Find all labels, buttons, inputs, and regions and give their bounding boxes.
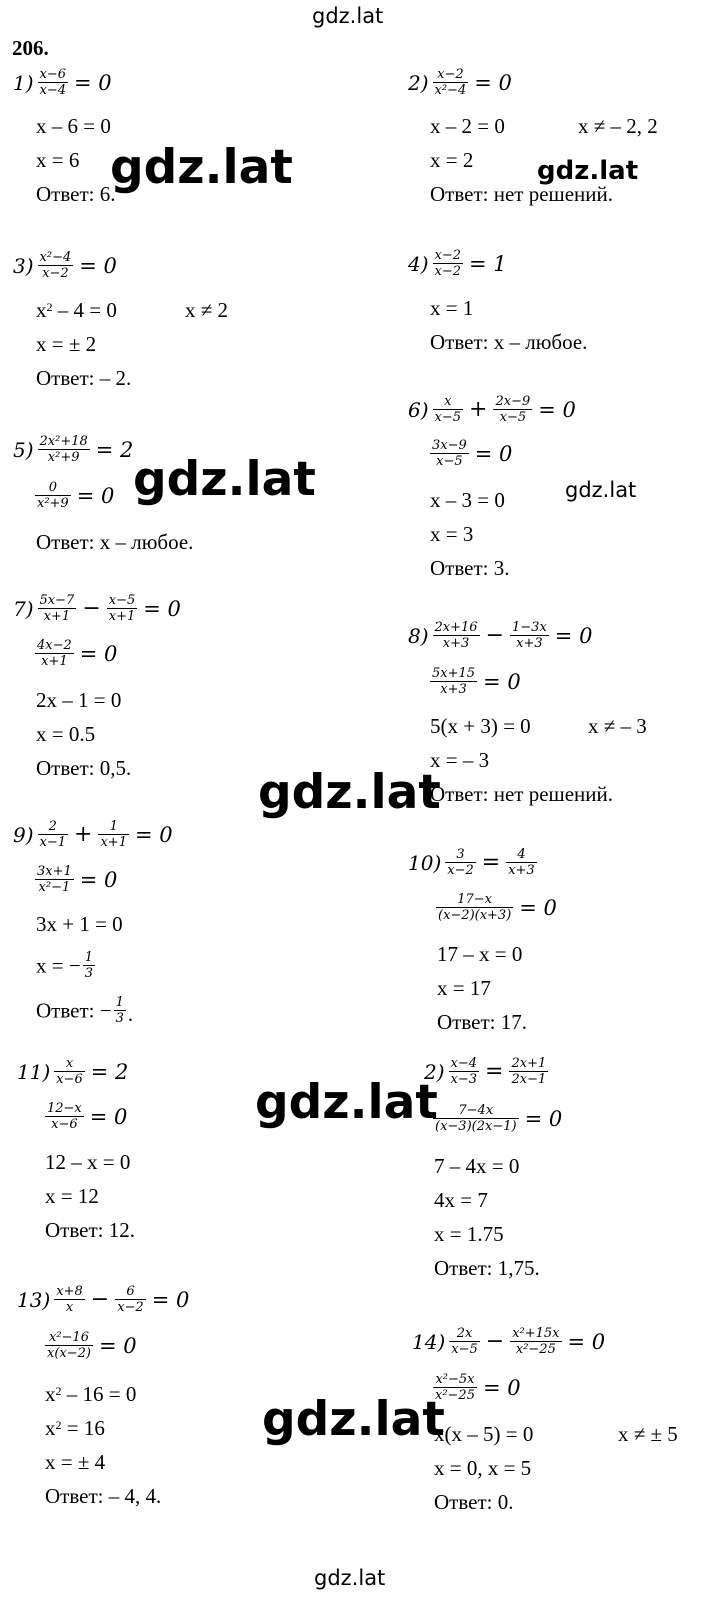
problem-11-answer: Ответ: 12. xyxy=(45,1218,135,1242)
problem-8-step-1: $\frac{5x+15}{x+3}$ = 0 xyxy=(432,666,521,697)
problem-3-condition: x ≠ 2 xyxy=(185,298,229,322)
header-watermark: gdz.lat xyxy=(312,4,384,28)
problem-2-step-1: x – 2 = 0 xyxy=(430,114,505,138)
problem-2-step-2: x = 2 xyxy=(430,148,474,172)
watermark: gdz.lat xyxy=(133,452,316,507)
problem-12-equation: 2) $\frac{x-4}{x-3}$ = $\frac{2x+1}{2x-1}$ xyxy=(424,1056,547,1087)
problem-2-answer: Ответ: нет решений. xyxy=(430,182,613,206)
watermark: gdz.lat xyxy=(255,1075,438,1130)
problem-8-answer: Ответ: нет решений. xyxy=(430,782,613,806)
problem-14-equation: 14) $\frac{2x}{x-5}$ − $\frac{\text{x²+15x}}{\text{x²−25}}$ = 0 xyxy=(412,1326,606,1357)
problem-10-equation: 10) $\frac{3}{x-2}$ = $\frac{4}{x+3}$ xyxy=(408,847,535,878)
problem-1-step-2: x = 6 xyxy=(36,148,80,172)
watermark: gdz.lat xyxy=(262,1392,445,1447)
problem-4-step-1: x = 1 xyxy=(430,296,474,320)
problem-9-step-1: $\frac{3x+1}{\text{x²−1}}$ = 0 xyxy=(37,864,118,895)
watermark: gdz.lat xyxy=(565,478,637,502)
problem-7-step-2: 2x – 1 = 0 xyxy=(36,688,122,712)
problem-14-step-1: $\frac{\text{x²−5x}}{\text{x²−25}}$ = 0 xyxy=(435,1372,521,1403)
problem-7-step-1: $\frac{4x-2}{x+1}$ = 0 xyxy=(37,638,118,669)
problem-13-equation: 13) $\frac{x+8}{x}$ − $\frac{6}{x-2}$ = 0 xyxy=(17,1284,190,1315)
watermark: gdz.lat xyxy=(258,765,441,820)
problem-13-step-1: $\frac{\text{x²−16}}{x(x-2)}$ = 0 xyxy=(47,1330,137,1361)
problem-2-equation: 2) $\frac{x-2}{\text{x²−4}}$ = 0 xyxy=(408,67,512,98)
problem-7-step-3: x = 0.5 xyxy=(36,722,96,746)
problem-11-equation: 11) $\frac{x}{x-6}$ = 2 xyxy=(17,1056,129,1087)
problem-2-condition: x ≠ – 2, 2 xyxy=(578,114,658,138)
problem-4-equation: 4) $\frac{x-2}{x-2}$ = 1 xyxy=(408,248,507,279)
problem-9-answer: Ответ: − $\frac{1}{3}$ . xyxy=(36,995,134,1026)
problem-14-step-2: x(x – 5) = 0 xyxy=(434,1422,534,1446)
problem-6-equation: 6) $\frac{x}{x-5}$ + $\frac{2x-9}{x-5}$ = 0 xyxy=(408,394,576,425)
problem-5-step-1: $\frac{0}{\text{x²+9}}$ = 0 xyxy=(37,480,115,511)
problem-7-equation: 7) $\frac{5x-7}{x+1}$ − $\frac{x-5}{x+1}$ = 0 xyxy=(13,593,181,624)
footer-watermark: gdz.lat xyxy=(314,1566,386,1590)
exercise-number: 206. xyxy=(12,36,49,60)
problem-3-step-1: $x^2 - 4 = 0$ xyxy=(36,298,117,322)
problem-4-answer: Ответ: x – любое. xyxy=(430,330,588,354)
problem-9-step-3: x = − $\frac{1}{3}$ xyxy=(36,950,93,981)
problem-14-answer: Ответ: 0. xyxy=(434,1490,514,1514)
problem-14-step-3: x = 0, x = 5 xyxy=(434,1456,532,1480)
problem-12-step-2: 7 – 4x = 0 xyxy=(434,1154,520,1178)
problem-6-step-1: $\frac{3x-9}{x-5}$ = 0 xyxy=(432,438,513,469)
problem-1-equation: 1) $\frac{x-6}{x-4}$ = 0 xyxy=(13,67,112,98)
problem-14-condition: x ≠ ± 5 xyxy=(618,1422,678,1446)
problem-6-step-3: x = 3 xyxy=(430,522,474,546)
problem-12-answer: Ответ: 1,75. xyxy=(434,1256,540,1280)
problem-8-step-3: x = – 3 xyxy=(430,748,490,772)
problem-12-step-3: 4x = 7 xyxy=(434,1188,488,1212)
problem-13-step-2: $x^2 - 16 = 0$ xyxy=(45,1382,137,1406)
watermark: gdz.lat xyxy=(110,140,293,195)
problem-7-answer: Ответ: 0,5. xyxy=(36,756,132,780)
problem-5-equation: 5) $\frac{\text{2x²+18}}{\text{x²+9}}$ = 2 xyxy=(13,434,134,465)
problem-1-answer: Ответ: 6. xyxy=(36,182,116,206)
problem-13-answer: Ответ: – 4, 4. xyxy=(45,1484,162,1508)
problem-9-step-2: 3x + 1 = 0 xyxy=(36,912,123,936)
problem-11-step-1: $\frac{12-x}{x-6}$ = 0 xyxy=(47,1101,128,1132)
problem-8-equation: 8) $\frac{2x+16}{x+3}$ − $\frac{1-3x}{x+3}$ = 0 xyxy=(408,620,593,651)
problem-13-step-3: $x^2 = 16$ xyxy=(45,1416,105,1440)
problem-3-equation: 3) $\frac{\text{x²−4}}{x-2}$ = 0 xyxy=(13,250,117,281)
problem-10-step-2: 17 – x = 0 xyxy=(437,942,523,966)
problem-11-step-2: 12 – x = 0 xyxy=(45,1150,131,1174)
problem-6-step-2: x – 3 = 0 xyxy=(430,488,505,512)
problem-8-step-2: 5(x + 3) = 0 xyxy=(430,714,531,738)
problem-3-step-2: x = ± 2 xyxy=(36,332,97,356)
problem-11-step-3: x = 12 xyxy=(45,1184,99,1208)
problem-10-step-3: x = 17 xyxy=(437,976,491,1000)
problem-6-answer: Ответ: 3. xyxy=(430,556,510,580)
problem-9-equation: 9) $\frac{2}{x-1}$ + $\frac{1}{x+1}$ = 0 xyxy=(13,819,173,850)
problem-12-step-1: $\frac{7-4x}{(x-3)(2x-1)}$ = 0 xyxy=(435,1103,563,1134)
problem-10-answer: Ответ: 17. xyxy=(437,1010,527,1034)
watermark: gdz.lat xyxy=(537,156,639,186)
problem-10-step-1: $\frac{17-x}{(x-2)(x+3)}$ = 0 xyxy=(438,892,557,923)
problem-13-step-4: x = ± 4 xyxy=(45,1450,106,1474)
problem-5-answer: Ответ: x – любое. xyxy=(36,530,194,554)
problem-8-condition: x ≠ – 3 xyxy=(588,714,647,738)
problem-1-step-1: x – 6 = 0 xyxy=(36,114,111,138)
problem-3-answer: Ответ: – 2. xyxy=(36,366,132,390)
problem-12-step-4: x = 1.75 xyxy=(434,1222,504,1246)
